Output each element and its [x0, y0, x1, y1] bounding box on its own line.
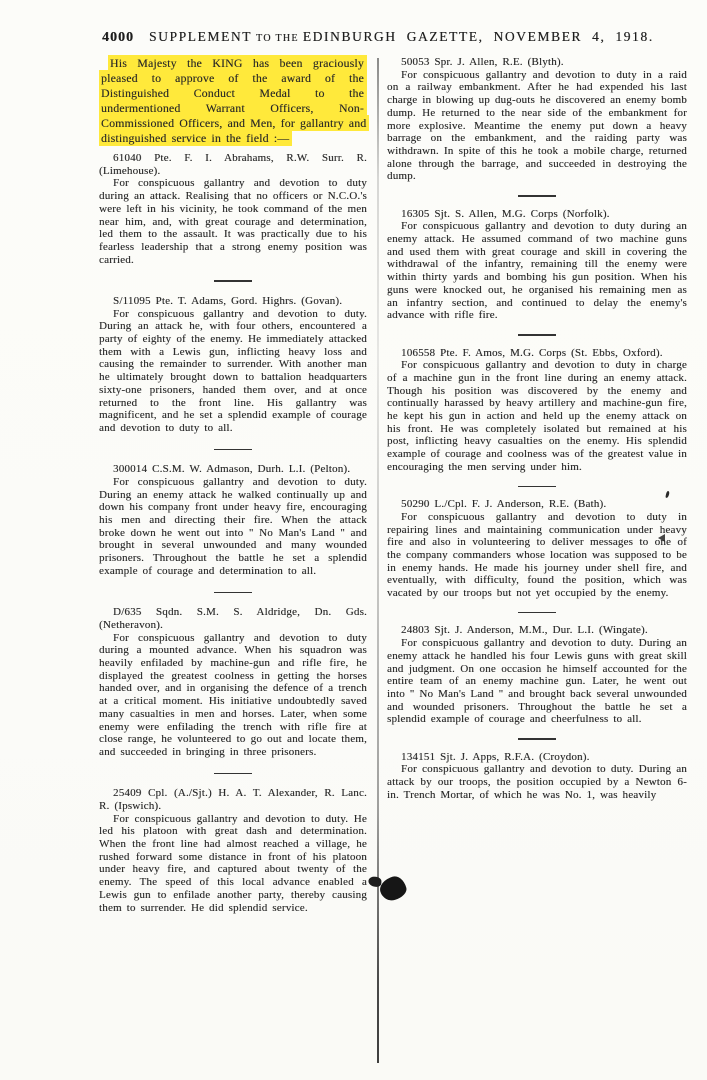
entry-header: S/11095 Pte. T. Adams, Gord. Highrs. (Govan). [113, 294, 343, 307]
entry-body: For conspicuous gallantry and devotion to duty in repairing lines and maintaining communication under heavy fire and also in volunteering to deliver messages to one of the company commanders whose location was supposed to be in enemy hands. He made his journey under shell fire, and eventually, with difficulty, found the position, which was vacated by our troops but not yet occupied by the enemy. [387, 510, 687, 600]
entry-header: 16305 Sjt. S. Allen, M.G. Corps (Norfolk). [401, 207, 610, 220]
entry-header: 61040 Pte. F. I. Abrahams, R.W. Surr. R. (Limehouse). [99, 152, 367, 177]
dcm-entry [387, 624, 687, 726]
entry-divider [214, 592, 252, 594]
entry-divider [518, 195, 556, 197]
entry-header: 24803 Sjt. J. Anderson, M.M., Dur. L.I. (Wingate). [401, 624, 648, 637]
masthead-title-right: EDINBURGH GAZETTE, NOVEMBER 4, 1918. [302, 29, 654, 44]
column-left [99, 56, 367, 914]
proclamation-paragraph [99, 56, 367, 146]
entries-right [387, 56, 687, 801]
entry-header: 106558 Pte. F. Amos, M.G. Corps (St. Ebbs, Oxford). [401, 346, 663, 359]
dcm-entry [99, 295, 367, 435]
entry-divider [518, 612, 556, 614]
dcm-entry [99, 463, 367, 577]
entry-divider [518, 486, 556, 488]
entry-body: For conspicuous gallantry and devotion to duty. During an enemy attack he walked continually up and down his company front under heavy fire, encouraging his men and directing their fire. When the attack broke down he went out into " No Man's Land " and brought in several unwounded and many wounded prisoners. Throughout the battle he set a splendid example of courage and determination to all. [99, 475, 367, 577]
entry-divider [518, 738, 556, 740]
entry-header: 134151 Sjt. J. Apps, R.F.A. (Croydon). [401, 750, 590, 763]
entry-body: For conspicuous gallantry and devotion to duty during a mounted advance. When his squadron was heavily enfiladed by machine-gun and rifle fire, he displayed the greatest coolness in getting the horses handed over, and in organising the defence of a trench at a critical moment. His initiative undoubtedly saved many casualties in men and horses. Later, when some enemy were enfilading the trench with rifle fire at close range, he volunteered to go out and locate them, and succeeded in bringing in three prisoners. [99, 631, 367, 758]
masthead [102, 28, 654, 46]
entry-header: 50290 L./Cpl. F. J. Anderson, R.E. (Bath). [401, 498, 607, 511]
masthead-title-smallcaps: TO THE [256, 33, 299, 44]
dcm-entry [99, 606, 367, 758]
dcm-entry [387, 751, 687, 802]
entry-body: For conspicuous gallantry and devotion to duty during an attack. Realising that no officers or N.C.O.'s were left in his vicinity, he took command of the men near him, and, with great courage and determination, led them to the assault. It was practically due to his fearless leadership that a strong enemy position was carried. [99, 177, 367, 266]
entry-divider [214, 773, 252, 775]
entry-body: For conspicuous gallantry and devotion to duty in a raid on a railway embankment. After he had expended his last charge in blowing up dug-outs he discovered an enemy bomb dump. He returned to the near side of the embankment for more explosive. Meantime the enemy put down a heavy barrage on the embankment, and the raiding party was withdrawn. In spite of this he took a mobile charge, returned alone through the barrage, and succeeded in destroying the dump. [387, 68, 687, 183]
entry-body: For conspicuous gallantry and devotion to duty. During an enemy attack he handled his four Lewis guns with great skill and judgment. On one occasion he himself accounted for the entire team of an enemy machine gun. Later, he went out into " No Man's Land " and brought back several unwounded and wounded prisoners. Throughout the battle he set a splendid example of courage and cheerfulness to all. [387, 637, 687, 726]
entry-body: For conspicuous gallantry and devotion to duty. During an attack by our troops, the position occupied by a Newton 6-in. Trench Mortar, of which he was No. 1, was heavily [387, 763, 687, 801]
entry-divider [214, 280, 252, 282]
entry-body: For conspicuous gallantry and devotion to duty during an enemy attack. He assumed command of two machine guns and used them with great courage and skill in covering the withdrawal of the infantry, remaining till the enemy were within thirty yards and bombing his gun position. When his guns were knocked out, he organised his remaining men as an infantry section, and continued to delay the enemy's advance with rifle fire. [387, 220, 687, 322]
entry-header: 25409 Cpl. (A./Sjt.) H. A. T. Alexander, R. Lanc. R. (Ipswich). [99, 787, 367, 812]
entry-divider [214, 449, 252, 451]
dcm-entry [387, 498, 687, 600]
dcm-entry [99, 787, 367, 914]
masthead-title-left: SUPPLEMENT [149, 29, 253, 44]
dcm-entry [99, 152, 367, 266]
dcm-entry [387, 347, 687, 474]
dcm-entry [387, 208, 687, 322]
entry-body: For conspicuous gallantry and devotion to duty. During an attack he, with four others, encountered a party of eighty of the enemy. He immediately attacked them with a Lewis gun, inflicting heavy loss and causing the remainder to surrender. With another man he ultimately brought down to battalion headquarters sixty-one prisoners, handed them over, and at once returned to the front line. His gallantry was magnificent, and he set a splendid example of courage and devotion to duty to all. [99, 307, 367, 434]
ink-blot [377, 874, 408, 903]
page-number: 4000 [102, 30, 134, 45]
dcm-entry [387, 56, 687, 183]
entry-header: 300014 C.S.M. W. Admason, Durh. L.I. (Pelton). [113, 463, 351, 476]
entry-divider [518, 334, 556, 336]
entry-header: D/635 Sqdn. S.M. S. Aldridge, Dn. Gds. (Netheravon). [99, 606, 367, 631]
entry-body: For conspicuous gallantry and devotion to duty in charge of a machine gun in the front line during an enemy attack. Though his position was discovered by the enemy and continually harassed by heavy artillery and machine-gun fire, he kept his gun in action and held up the enemy attack on his front. He was completely isolated but remained at his post, inflicting heavy casualties on the enemy. His splendid example of courage and coolness was of the greatest value in encouraging the men serving under him. [387, 359, 687, 473]
entries-left [99, 152, 367, 914]
column-right [387, 56, 687, 801]
ink-speck [658, 534, 665, 542]
highlighted-proclamation: His Majesty the KING has been graciously pleased to approve of the award of the Distinguished Conduct Medal to the undermentioned Warrant Officers, Non-Commissioned Officers, and Men, for gallantry and distinguished service in the field :— [99, 55, 369, 146]
entry-header: 50053 Spr. J. Allen, R.E. (Blyth). [401, 56, 564, 68]
entry-body: For conspicuous gallantry and devotion to duty. He led his platoon with great dash and determination. When the front line had almost reached a village, he rushed forward some distance in front of his platoon under heavy fire, and captured about twenty of the enemy. The speed of this local advance enabled a Lewis gun to enfilade another party, thereby causing them to surrender. He did splendid service. [99, 812, 367, 914]
column-rule [377, 58, 379, 1063]
